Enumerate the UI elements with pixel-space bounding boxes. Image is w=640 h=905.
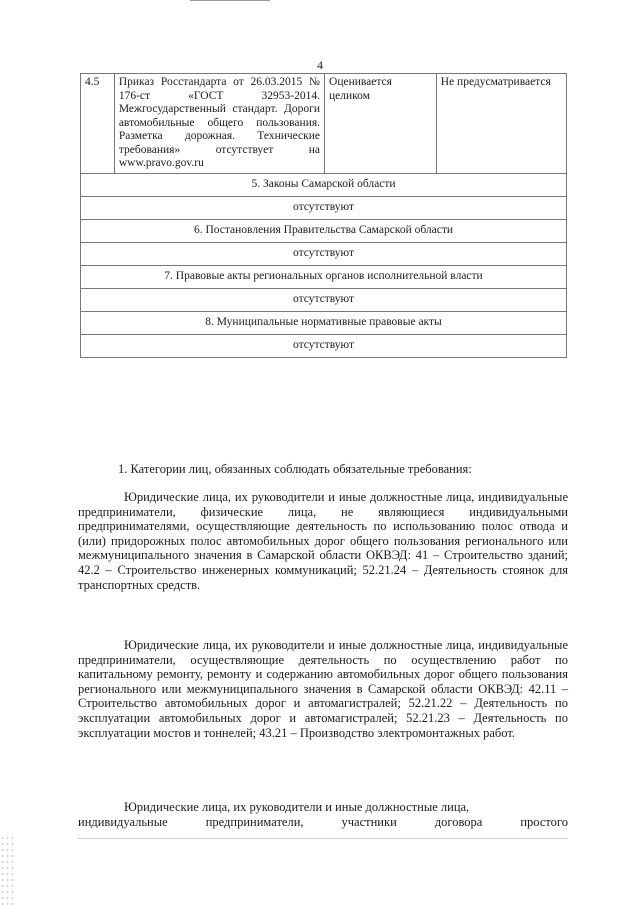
- section-title: 7. Правовые акты региональных органов исполнительной власти: [81, 265, 567, 288]
- scan-noise: [0, 835, 14, 905]
- document-cell: [114, 74, 324, 174]
- scan-edge-mark: [190, 0, 270, 1]
- page-number: 4: [317, 58, 323, 72]
- paragraph-text: Юридические лица, их руководители и иные должностные лица, индивидуальные предприниматели, осуществляющие деятельность по осуществлению работ по капитальному ремонту, ремонту и содержанию автомобильных дорог общего пользования регионального или межмуниципального значения в Самарской области ОКВЭД: 42.11 – Строительство автомобильных дорог и автомагистралей; 52.21.22 – Деятельность по эксплуатации автомобильных дорог и автомагистралей; 52.21.23 – Деятельность по эксплуатации мостов и тоннелей; 43.21 – Производство электромонтажных работ.: [78, 638, 568, 740]
- row-number: 4.5: [81, 74, 115, 174]
- section-status: отсутствуют: [81, 288, 567, 311]
- paragraph-text: Юридические лица, их руководители и иные должностные лица,: [124, 800, 470, 814]
- document-title: Приказ Росстандарта от 26.03.2015 № 176-ст «ГОСТ 32953-2014. Межгосударственный стандарт. Дороги автомобильные общего пользования. Разметка дорожная. Технические требования»: [118, 76, 321, 156]
- section-heading-row: [81, 173, 567, 196]
- word: простого: [520, 814, 568, 829]
- section-title: 5. Законы Самарской области: [81, 173, 567, 196]
- section-heading-row: [81, 219, 567, 242]
- paragraph: [78, 638, 568, 740]
- section-status-row: [81, 196, 567, 219]
- paragraph-continuation: [78, 815, 568, 830]
- section-status: отсутствуют: [81, 196, 567, 219]
- scan-fold-line: [78, 838, 568, 839]
- section-heading-row: [81, 311, 567, 334]
- word: индивидуальные: [78, 814, 168, 829]
- section-status: отсутствуют: [81, 242, 567, 265]
- section-heading-row: [81, 265, 567, 288]
- paragraph: [78, 800, 568, 829]
- categories-heading: 1. Категории лиц, обязанных соблюдать обязательные требования:: [118, 462, 472, 476]
- provision-cell: Не предусматривается: [436, 74, 566, 174]
- document-note: отсутствует на www.pravo.gov.ru: [118, 143, 321, 169]
- paragraph-text: Юридические лица, их руководители и иные должностные лица, индивидуальные предприниматели, физические лица, не являющиеся индивидуальными предпринимателями, осуществляющие деятельность по использованию полос отвода и (или) придорожных полос автомобильных дорог общего пользования регионального или межмуниципального значения в Самарской области ОКВЭД: 41 – Строительство зданий; 42.2 – Строительство инженерных коммуникаций; 52.21.24 – Деятельность стоянок для транспортных средств.: [78, 490, 568, 592]
- table-row: [81, 74, 567, 174]
- word: договора: [434, 814, 483, 829]
- section-status-row: [81, 334, 567, 357]
- word: участники: [341, 814, 397, 829]
- section-title: 6. Постановления Правительства Самарской области: [81, 219, 567, 242]
- requirements-table: [80, 73, 567, 358]
- section-status: отсутствуют: [81, 334, 567, 357]
- section-status-row: [81, 288, 567, 311]
- assessment-cell: Оценивается целиком: [325, 74, 437, 174]
- word: предприниматели,: [205, 814, 304, 829]
- section-title: 8. Муниципальные нормативные правовые акты: [81, 311, 567, 334]
- paragraph: [78, 490, 568, 592]
- section-status-row: [81, 242, 567, 265]
